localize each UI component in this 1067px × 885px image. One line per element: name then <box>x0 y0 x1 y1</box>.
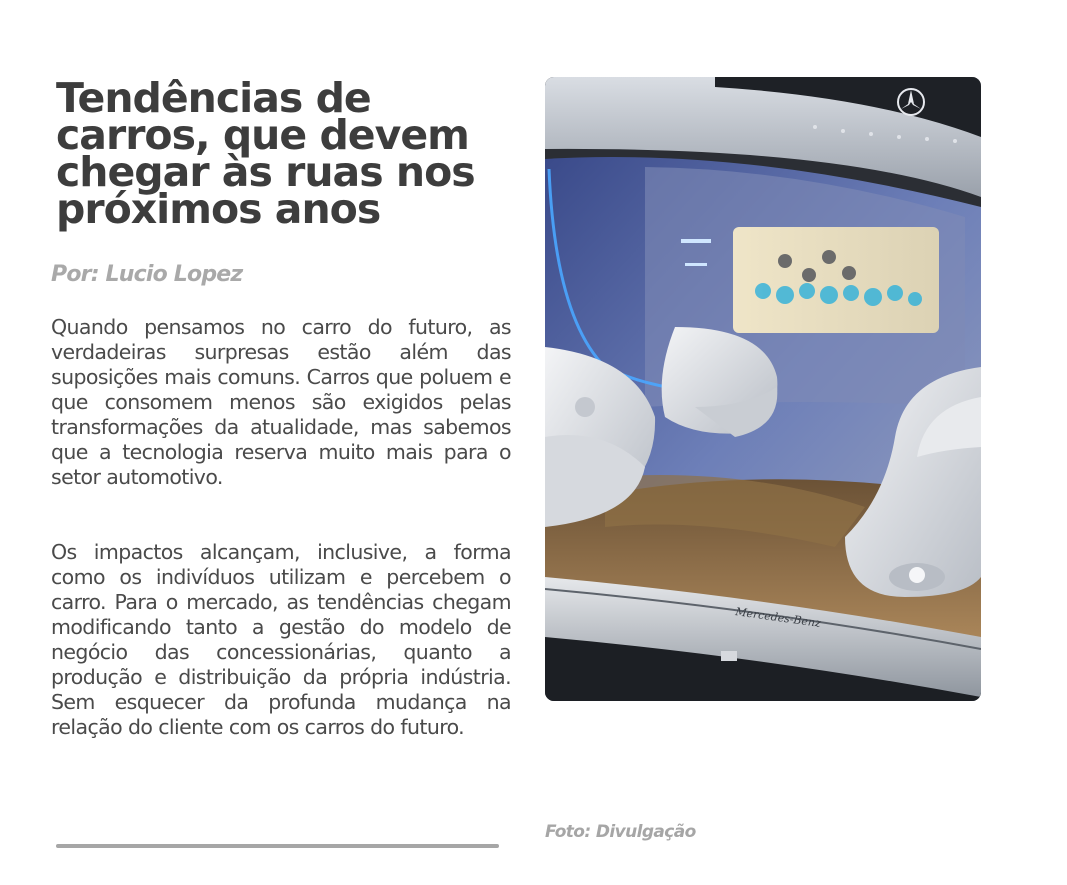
article-title: Tendências de carros, que devem chegar às ruas nos próximos anos <box>56 74 475 233</box>
author-byline: Por: Lucio Lopez <box>51 262 243 287</box>
photo-caption: Foto: Divulgação <box>545 822 696 842</box>
infotainment-screen <box>733 227 939 333</box>
car-interior-photo <box>545 77 981 701</box>
article-paragraph-2: Os impactos alcançam, inclusive, a forma como os indivíduos utilizam e percebem o carro. Para o mercado, as tendências chegam modificando tanto a gestão do modelo de negócio das concessionárias, quanto a produção e distribuição da própria indústria. Sem esquecer da profunda mudança na relação do cliente com os carros do futuro. <box>51 540 511 739</box>
svg-text:Mercedes-Benz: Mercedes-Benz <box>734 605 822 630</box>
divider-line <box>56 844 499 848</box>
article-paragraph-1: Quando pensamos no carro do futuro, as verdadeiras surpresas estão além das suposições mais comuns. Carros que poluem e que consomem menos são exigidos pelas transformações da atualidade, mas sabemos que a tecnologia reserva muito mais para o setor automotivo. <box>51 315 511 489</box>
